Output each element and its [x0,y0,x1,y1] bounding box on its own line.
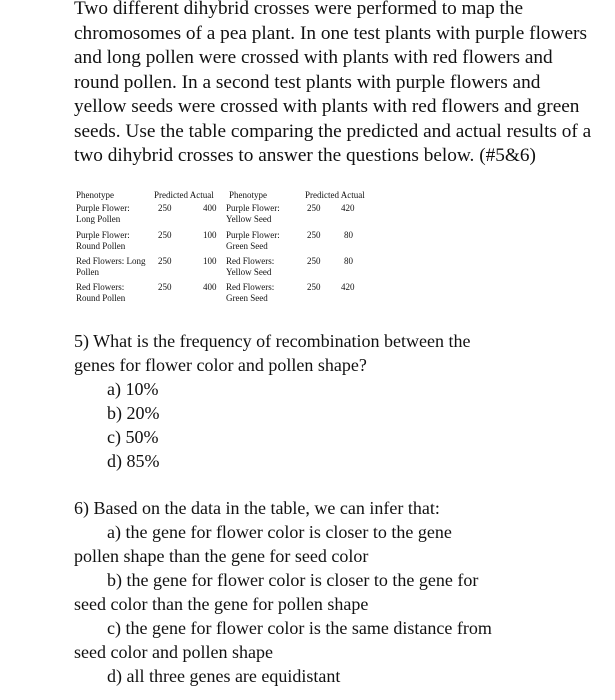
right-actual-value: 420 [341,282,355,292]
right-phenotype-line2: Yellow Seed [226,214,272,224]
left-phenotype-line1: Red Flowers: Long [76,256,146,266]
left-phenotype-line1: Red Flowers: [76,282,125,292]
right-phenotype-line1: Purple Flower: [226,203,280,213]
question-5-option-b[interactable]: b) 20% [107,403,160,423]
left-predicted-value: 250 [158,203,172,213]
left-phenotype-line2: Round Pollen [76,241,126,251]
right-predicted-value: 250 [307,230,321,240]
left-phenotype-line1: Purple Flower: [76,230,130,240]
right-predicted-value: 250 [307,256,321,266]
right-phenotype-line2: Yellow Seed [226,267,272,277]
left-phenotype-line2: Pollen [76,267,100,277]
intro-paragraph: Two different dihybrid crosses were performed to map the chromosomes of a pea plant. In one test plants with purple flowers and long pollen were crossed with plants with red flowers and round pollen. In a second test plants with purple flowers and yellow seeds were crossed with plants with red flowers and green seeds. Use the table comparing the predicted and actual results of a two dihybrid crosses to answer the questions below. (#5&6) [74,0,592,166]
right-phenotype-line2: Green Seed [226,293,268,303]
question-6-option-d[interactable]: d) all three genes are equidistant [107,666,341,686]
left-actual-value: 100 [203,230,217,240]
question-6-option-c[interactable] [74,616,564,664]
question-5-option-a[interactable]: a) 10% [107,379,159,399]
question-5-option-c[interactable]: c) 50% [107,427,159,447]
left-phenotype-line2: Round Pollen [76,293,126,303]
right-predicted-actual-header: Predicted Actual [305,190,365,200]
right-phenotype-line1: Red Flowers: [226,282,275,292]
left-predicted-actual-header: Predicted Actual [154,190,214,200]
left-predicted-value: 250 [158,282,172,292]
question-6 [74,496,564,688]
left-predicted-value: 250 [158,256,172,266]
right-actual-value: 420 [341,203,355,213]
right-predicted-value: 250 [307,282,321,292]
question-6-option-a-line2: pollen shape than the gene for seed color [74,546,369,566]
question-6-option-a-line1: a) the gene for flower color is closer to the gene [107,522,452,542]
left-actual-value: 100 [203,256,217,266]
left-phenotype-line1: Purple Flower: [76,203,130,213]
left-predicted-value: 250 [158,230,172,240]
right-actual-value: 80 [344,230,353,240]
question-6-option-b[interactable] [74,568,564,616]
right-phenotype-line1: Purple Flower: [226,230,280,240]
results-table [74,190,404,310]
question-6-option-b-line2: seed color than the gene for pollen shape [74,594,369,614]
question-6-option-a[interactable] [74,520,564,568]
left-actual-value: 400 [203,282,217,292]
question-6-option-c-line1: c) the gene for flower color is the same distance from [107,618,492,638]
left-actual-value: 400 [203,203,217,213]
question-6-option-c-line2: seed color and pollen shape [74,642,273,662]
question-5-stem-line1: 5) What is the frequency of recombination between the [74,331,471,351]
question-5-option-d[interactable]: d) 85% [107,451,160,471]
right-phenotype-header: Phenotype [229,190,267,200]
left-phenotype-line2: Long Pollen [76,214,121,224]
question-5 [74,329,564,473]
right-phenotype-line1: Red Flowers: [226,256,275,266]
question-6-option-b-line1: b) the gene for flower color is closer to the gene for [107,570,479,590]
question-6-stem: 6) Based on the data in the table, we can infer that: [74,498,440,518]
question-5-stem-line2: genes for flower color and pollen shape? [74,355,367,375]
right-predicted-value: 250 [307,203,321,213]
left-phenotype-header: Phenotype [76,190,114,200]
right-actual-value: 80 [344,256,353,266]
right-phenotype-line2: Green Seed [226,241,268,251]
